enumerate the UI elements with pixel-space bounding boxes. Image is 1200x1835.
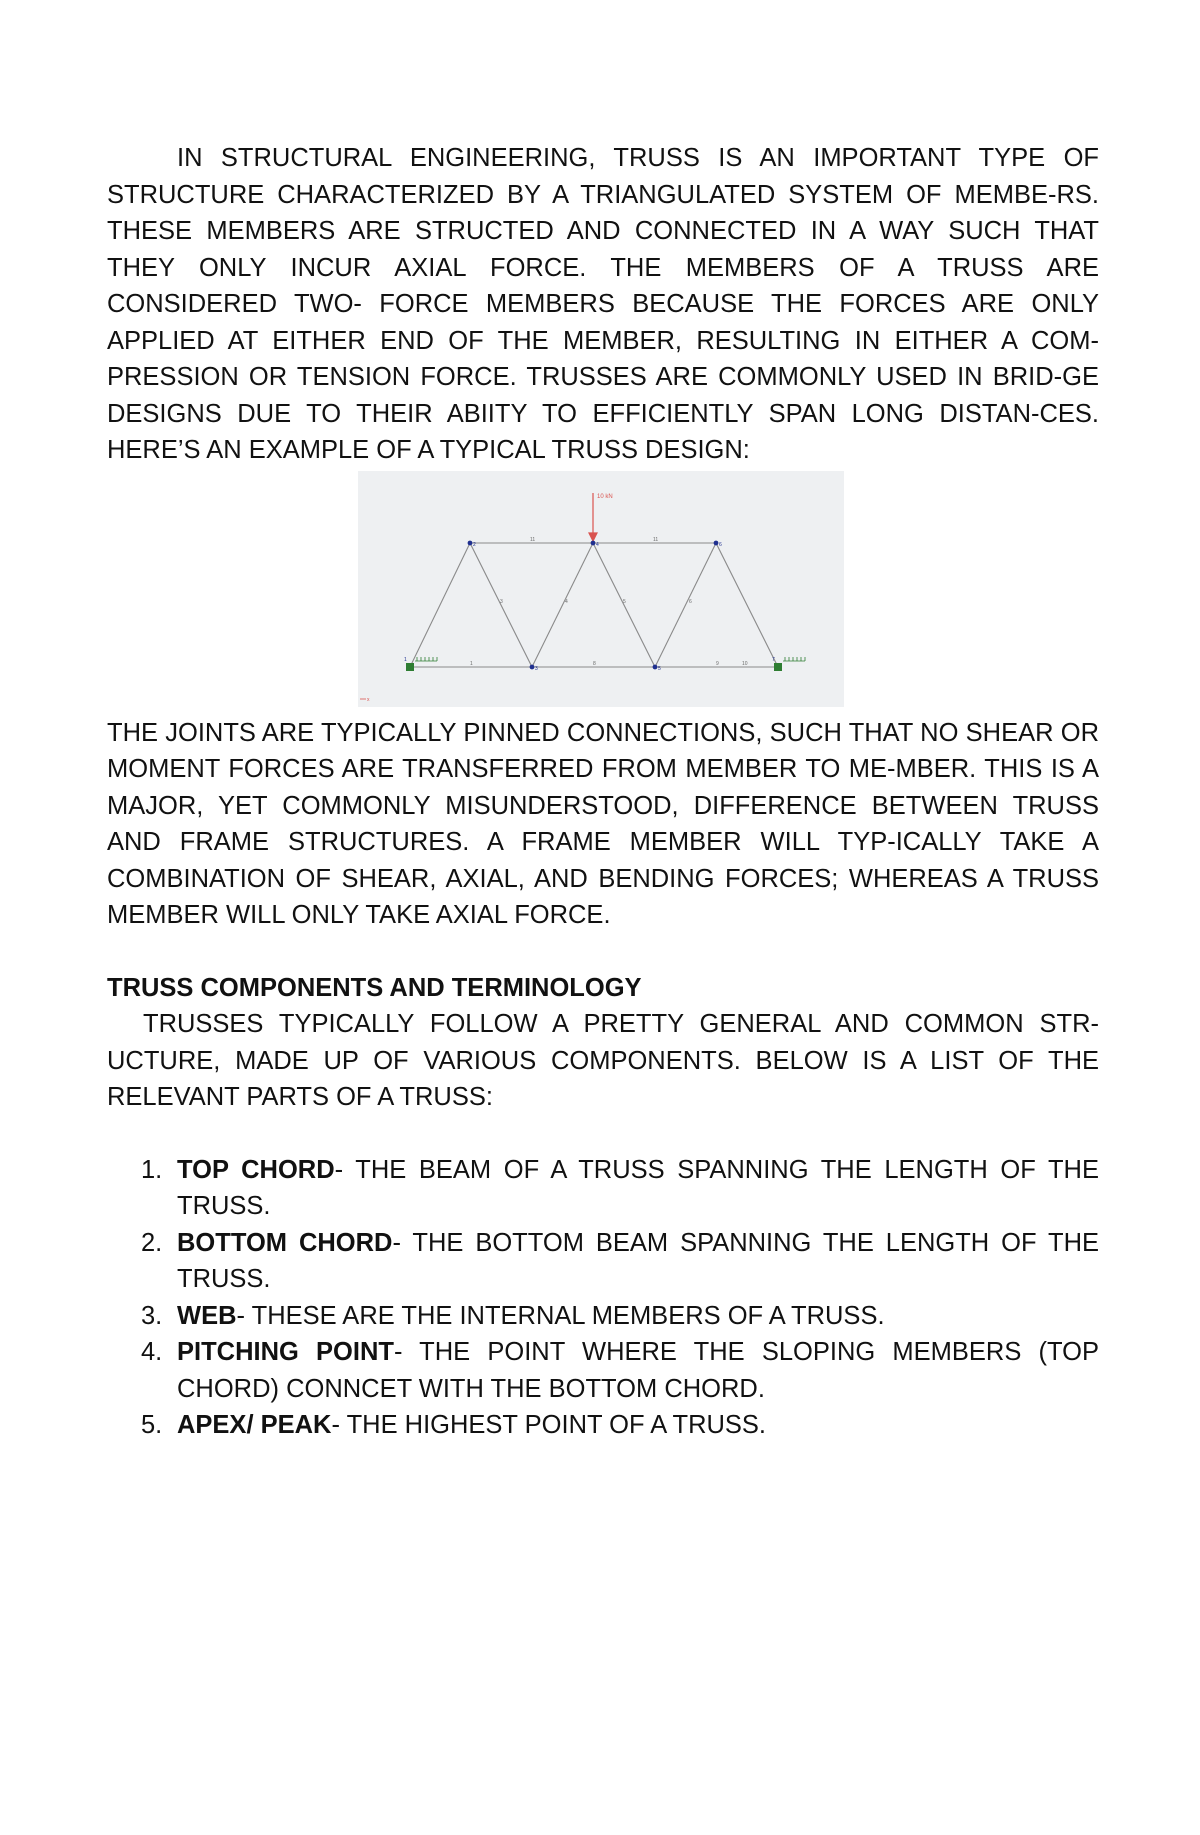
list-item [107, 1407, 1099, 1444]
node [591, 540, 596, 545]
list-term: TOP CHORD [177, 1155, 335, 1184]
node-label: 5 [658, 665, 661, 672]
node-label: 6 [719, 541, 722, 548]
list-item [107, 1298, 1099, 1335]
list-term: WEB [177, 1301, 237, 1330]
node [468, 540, 473, 545]
node [530, 664, 535, 669]
components-list [107, 1152, 1099, 1444]
list-definition: - THE BEAM OF A TRUSS SPANNING THE LENGTH OF THE TRUSS. [177, 1155, 1099, 1220]
axis-label: x [367, 696, 370, 703]
member-label: 11 [653, 536, 659, 543]
node-label: 2 [473, 541, 476, 548]
node [653, 664, 658, 669]
member-label: 9 [716, 660, 719, 667]
list-number: 1. [141, 1155, 163, 1184]
list-definition: - THESE ARE THE INTERNAL MEMBERS OF A TRUSS. [236, 1301, 885, 1330]
member-label: 8 [593, 660, 596, 667]
node-label: 7 [772, 656, 775, 663]
figure-background [358, 471, 844, 707]
node-label: 3 [535, 665, 538, 672]
member-label: 10 [742, 660, 748, 667]
section-paragraph: TRUSSES TYPICALLY FOLLOW A PRETTY GENERAL AND COMMON STR-UCTURE, MADE UP OF VARIOUS COMPONENTS. BELOW IS A LIST OF THE RELEVANT PARTS OF A TRUSS: [107, 1010, 1099, 1111]
member-label: 4 [565, 598, 568, 605]
member-label: 5 [623, 598, 626, 605]
list-term: BOTTOM CHORD [177, 1228, 393, 1257]
list-definition: - THE BOTTOM BEAM SPANNING THE LENGTH OF THE TRUSS. [177, 1228, 1099, 1293]
list-definition: - THE POINT WHERE THE SLOPING MEMBERS (TOP CHORD) CONNCET WITH THE BOTTOM CHORD. [177, 1338, 1099, 1403]
list-number: 3. [141, 1301, 163, 1330]
truss-diagram [358, 471, 844, 707]
list-number: 5. [141, 1411, 163, 1439]
list-item [107, 1334, 1099, 1407]
list-term: APEX/ PEAK [177, 1411, 332, 1439]
list-number: 4. [141, 1338, 163, 1366]
document-body [107, 140, 1099, 1444]
member-label: 3 [500, 598, 503, 605]
list-term: PITCHING POINT [177, 1338, 394, 1366]
intro-paragraph: IN STRUCTURAL ENGINEERING, TRUSS IS AN IMPORTANT TYPE OF STRUCTURE CHARACTERIZED BY A TRIANGULATED SYSTEM OF MEMBE-RS. THESE MEMBERS ARE STRUCTED AND CONNECTED IN A WAY SUCH THAT THEY ONLY INCUR AXIAL FORCE. THE MEMBERS OF A TRUSS ARE CONSIDERED TWO- FORCE MEMBERS BECAUSE THE FORCES ARE ONLY APPLIED AT EITHER END OF THE MEMBER, RESULTING IN EITHER A COM-PRESSION OR TENSION FORCE. TRUSSES ARE COMMONLY USED IN BRID-GE DESIGNS DUE TO THEIR ABIITY TO EFFICIENTLY SPAN LONG DISTAN-CES. HERE’S AN EXAMPLE OF A TYPICAL TRUSS DESIGN: [107, 144, 1099, 464]
list-item [107, 1152, 1099, 1225]
truss-figure [358, 471, 844, 707]
node [714, 540, 719, 545]
load-label: 10 kN [597, 493, 613, 500]
list-item [107, 1225, 1099, 1298]
section-heading: TRUSS COMPONENTS AND TERMINOLOGY [107, 973, 642, 1002]
member-label: 11 [530, 536, 536, 543]
list-definition: - THE HIGHEST POINT OF A TRUSS. [331, 1411, 767, 1439]
joints-paragraph: THE JOINTS ARE TYPICALLY PINNED CONNECTIONS, SUCH THAT NO SHEAR OR MOMENT FORCES ARE TRANSFERRED FROM MEMBER TO ME-MBER. THIS IS A MAJOR, YET COMMONLY MISUNDERSTOOD, DIFFERENCE BETWEEN TRUSS AND FRAME STRUCTURES. A FRAME MEMBER WILL TYP-ICALLY TAKE A COMBINATION OF SHEAR, AXIAL, AND BENDING FORCES; WHEREAS A TRUSS MEMBER WILL ONLY TAKE AXIAL FORCE. [107, 718, 1099, 929]
node-label: 1 [404, 656, 407, 663]
member-label: 6 [689, 598, 692, 605]
node-label: 4 [596, 541, 599, 548]
member-label: 1 [470, 660, 473, 667]
list-number: 2. [141, 1228, 163, 1257]
